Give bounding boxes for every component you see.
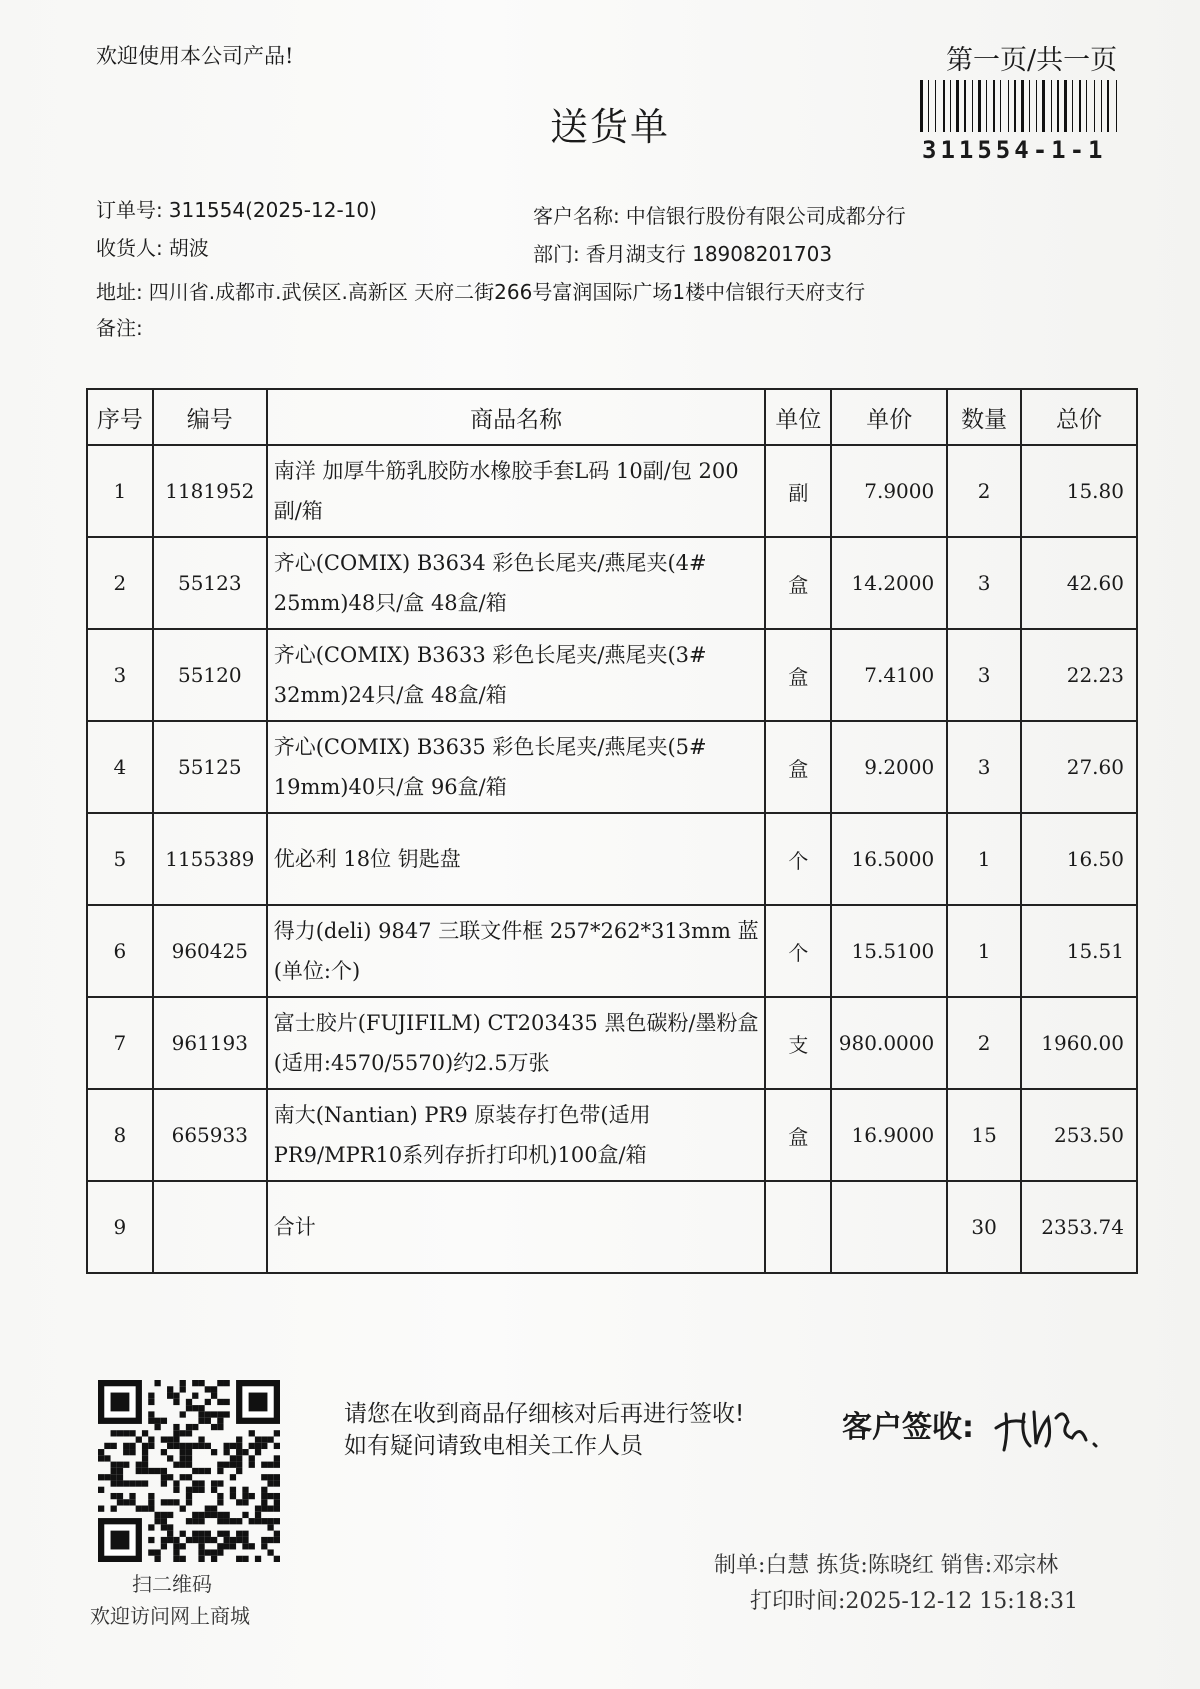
cell-total: 15.51 [1021,905,1137,997]
cell-unit: 盒 [765,537,831,629]
header-total: 总价 [1021,389,1137,445]
page-indicator: 第一页/共一页 [946,45,1118,76]
department-label: 部门: [533,242,580,266]
cell-unit-price: 7.4100 [831,629,947,721]
cell-seq: 3 [87,629,153,721]
cell-unit: 盒 [765,1089,831,1181]
cell-unit-price [831,1181,947,1273]
receiver-value: 胡波 [168,236,209,260]
header-code: 编号 [153,389,267,445]
table-row [87,813,1137,905]
table-row [87,997,1137,1089]
header-unit-price: 单价 [831,389,947,445]
cell-unit-price: 16.5000 [831,813,947,905]
order-number-row [96,194,377,223]
cell-total: 27.60 [1021,721,1137,813]
cell-unit-price: 14.2000 [831,537,947,629]
cell-code: 961193 [153,997,267,1089]
cell-product-name: 齐心(COMIX) B3635 彩色长尾夹/燕尾夹(5# 19mm)40只/盒 96盒/箱 [267,721,766,813]
header-quantity: 数量 [947,389,1021,445]
table-row [87,445,1137,537]
cell-unit-price: 7.9000 [831,445,947,537]
cell-unit: 支 [765,997,831,1089]
department-row [533,238,832,267]
cell-unit-price: 15.5100 [831,905,947,997]
cell-quantity: 2 [947,445,1021,537]
header-product-name: 商品名称 [267,389,766,445]
cell-product-name: 合计 [267,1181,766,1273]
cell-code: 55125 [153,721,267,813]
cell-unit: 副 [765,445,831,537]
cell-total: 1960.00 [1021,997,1137,1089]
table-row [87,1089,1137,1181]
handwritten-signature [990,1388,1110,1458]
cell-seq: 6 [87,905,153,997]
customer-name-value: 中信银行股份有限公司成都分行 [625,204,906,228]
address-row [96,276,865,305]
page-title: 送货单 [550,105,671,149]
cell-code: 55123 [153,537,267,629]
customer-name-row [533,200,906,229]
header-seq: 序号 [87,389,153,445]
table-row [87,905,1137,997]
table-row [87,537,1137,629]
cell-code: 55120 [153,629,267,721]
cell-product-name: 优必利 18位 钥匙盘 [267,813,766,905]
header-unit: 单位 [765,389,831,445]
cell-seq: 1 [87,445,153,537]
cell-product-name: 南洋 加厚牛筋乳胶防水橡胶手套L码 10副/包 200副/箱 [267,445,766,537]
items-table [86,388,1138,1274]
address-value: 四川省.成都市.武侯区.高新区 天府二街266号富润国际广场1楼中信银行天府支行 [148,280,866,304]
cell-quantity: 3 [947,537,1021,629]
barcode-image [920,80,1138,132]
cell-seq: 5 [87,813,153,905]
cell-seq: 8 [87,1089,153,1181]
cell-product-name: 齐心(COMIX) B3634 彩色长尾夹/燕尾夹(4# 25mm)48只/盒 48盒/箱 [267,537,766,629]
staff-line: 制单:白慧 拣货:陈晓红 销售:邓宗林 [714,1553,1059,1578]
cell-unit [765,1181,831,1273]
remark-row [96,312,149,341]
cell-unit: 个 [765,905,831,997]
cell-product-name: 富士胶片(FUJIFILM) CT203435 黑色碳粉/墨粉盒(适用:4570/5570)约2.5万张 [267,997,766,1089]
cell-total: 42.60 [1021,537,1137,629]
cell-product-name: 齐心(COMIX) B3633 彩色长尾夹/燕尾夹(3# 32mm)24只/盒 48盒/箱 [267,629,766,721]
table-row [87,721,1137,813]
cell-total: 16.50 [1021,813,1137,905]
cell-product-name: 得力(deli) 9847 三联文件框 257*262*313mm 蓝(单位:个) [267,905,766,997]
cell-code: 960425 [153,905,267,997]
receiver-row [96,232,209,261]
cell-code: 1181952 [153,445,267,537]
cell-unit: 盒 [765,629,831,721]
cell-seq: 2 [87,537,153,629]
cell-unit-price: 16.9000 [831,1089,947,1181]
order-number-value: 311554(2025-12-10) [168,198,377,222]
address-label: 地址: [96,280,143,304]
cell-quantity: 1 [947,905,1021,997]
cell-quantity: 2 [947,997,1021,1089]
cell-unit: 盒 [765,721,831,813]
cell-unit-price: 9.2000 [831,721,947,813]
qr-caption-mall: 欢迎访问网上商城 [90,1604,250,1628]
cell-quantity: 3 [947,721,1021,813]
order-number-label: 订单号: [96,198,163,222]
cell-seq: 4 [87,721,153,813]
cell-product-name: 南大(Nantian) PR9 原装存打色带(适用PR9/MPR10系列存折打印机)100盒/箱 [267,1089,766,1181]
cell-total: 2353.74 [1021,1181,1137,1273]
cell-quantity: 1 [947,813,1021,905]
cell-quantity: 15 [947,1089,1021,1181]
barcode-number: 311554-1-1 [922,136,1107,164]
remark-label: 备注: [96,316,143,340]
cell-code: 665933 [153,1089,267,1181]
table-header-row [87,389,1137,445]
cell-total: 15.80 [1021,445,1137,537]
cell-seq: 7 [87,997,153,1089]
cell-code: 1155389 [153,813,267,905]
cell-total: 253.50 [1021,1089,1137,1181]
welcome-text: 欢迎使用本公司产品! [96,44,294,68]
cell-quantity: 3 [947,629,1021,721]
table-row [87,629,1137,721]
customer-name-label: 客户名称: [533,204,620,228]
cell-total: 22.23 [1021,629,1137,721]
cell-unit-price: 980.0000 [831,997,947,1089]
table-row [87,1181,1137,1273]
customer-sign-label: 客户签收: [842,1410,974,1445]
print-time: 打印时间:2025-12-12 15:18:31 [750,1589,1079,1614]
sign-notice: 请您在收到商品仔细核对后再进行签收!如有疑问请致电相关工作人员 [344,1401,745,1459]
department-value: 香月湖支行 18908201703 [585,242,833,266]
qr-code [98,1380,280,1562]
qr-caption-scan: 扫二维码 [132,1572,212,1596]
cell-unit: 个 [765,813,831,905]
cell-code [153,1181,267,1273]
cell-seq: 9 [87,1181,153,1273]
receiver-label: 收货人: [96,236,163,260]
cell-quantity: 30 [947,1181,1021,1273]
